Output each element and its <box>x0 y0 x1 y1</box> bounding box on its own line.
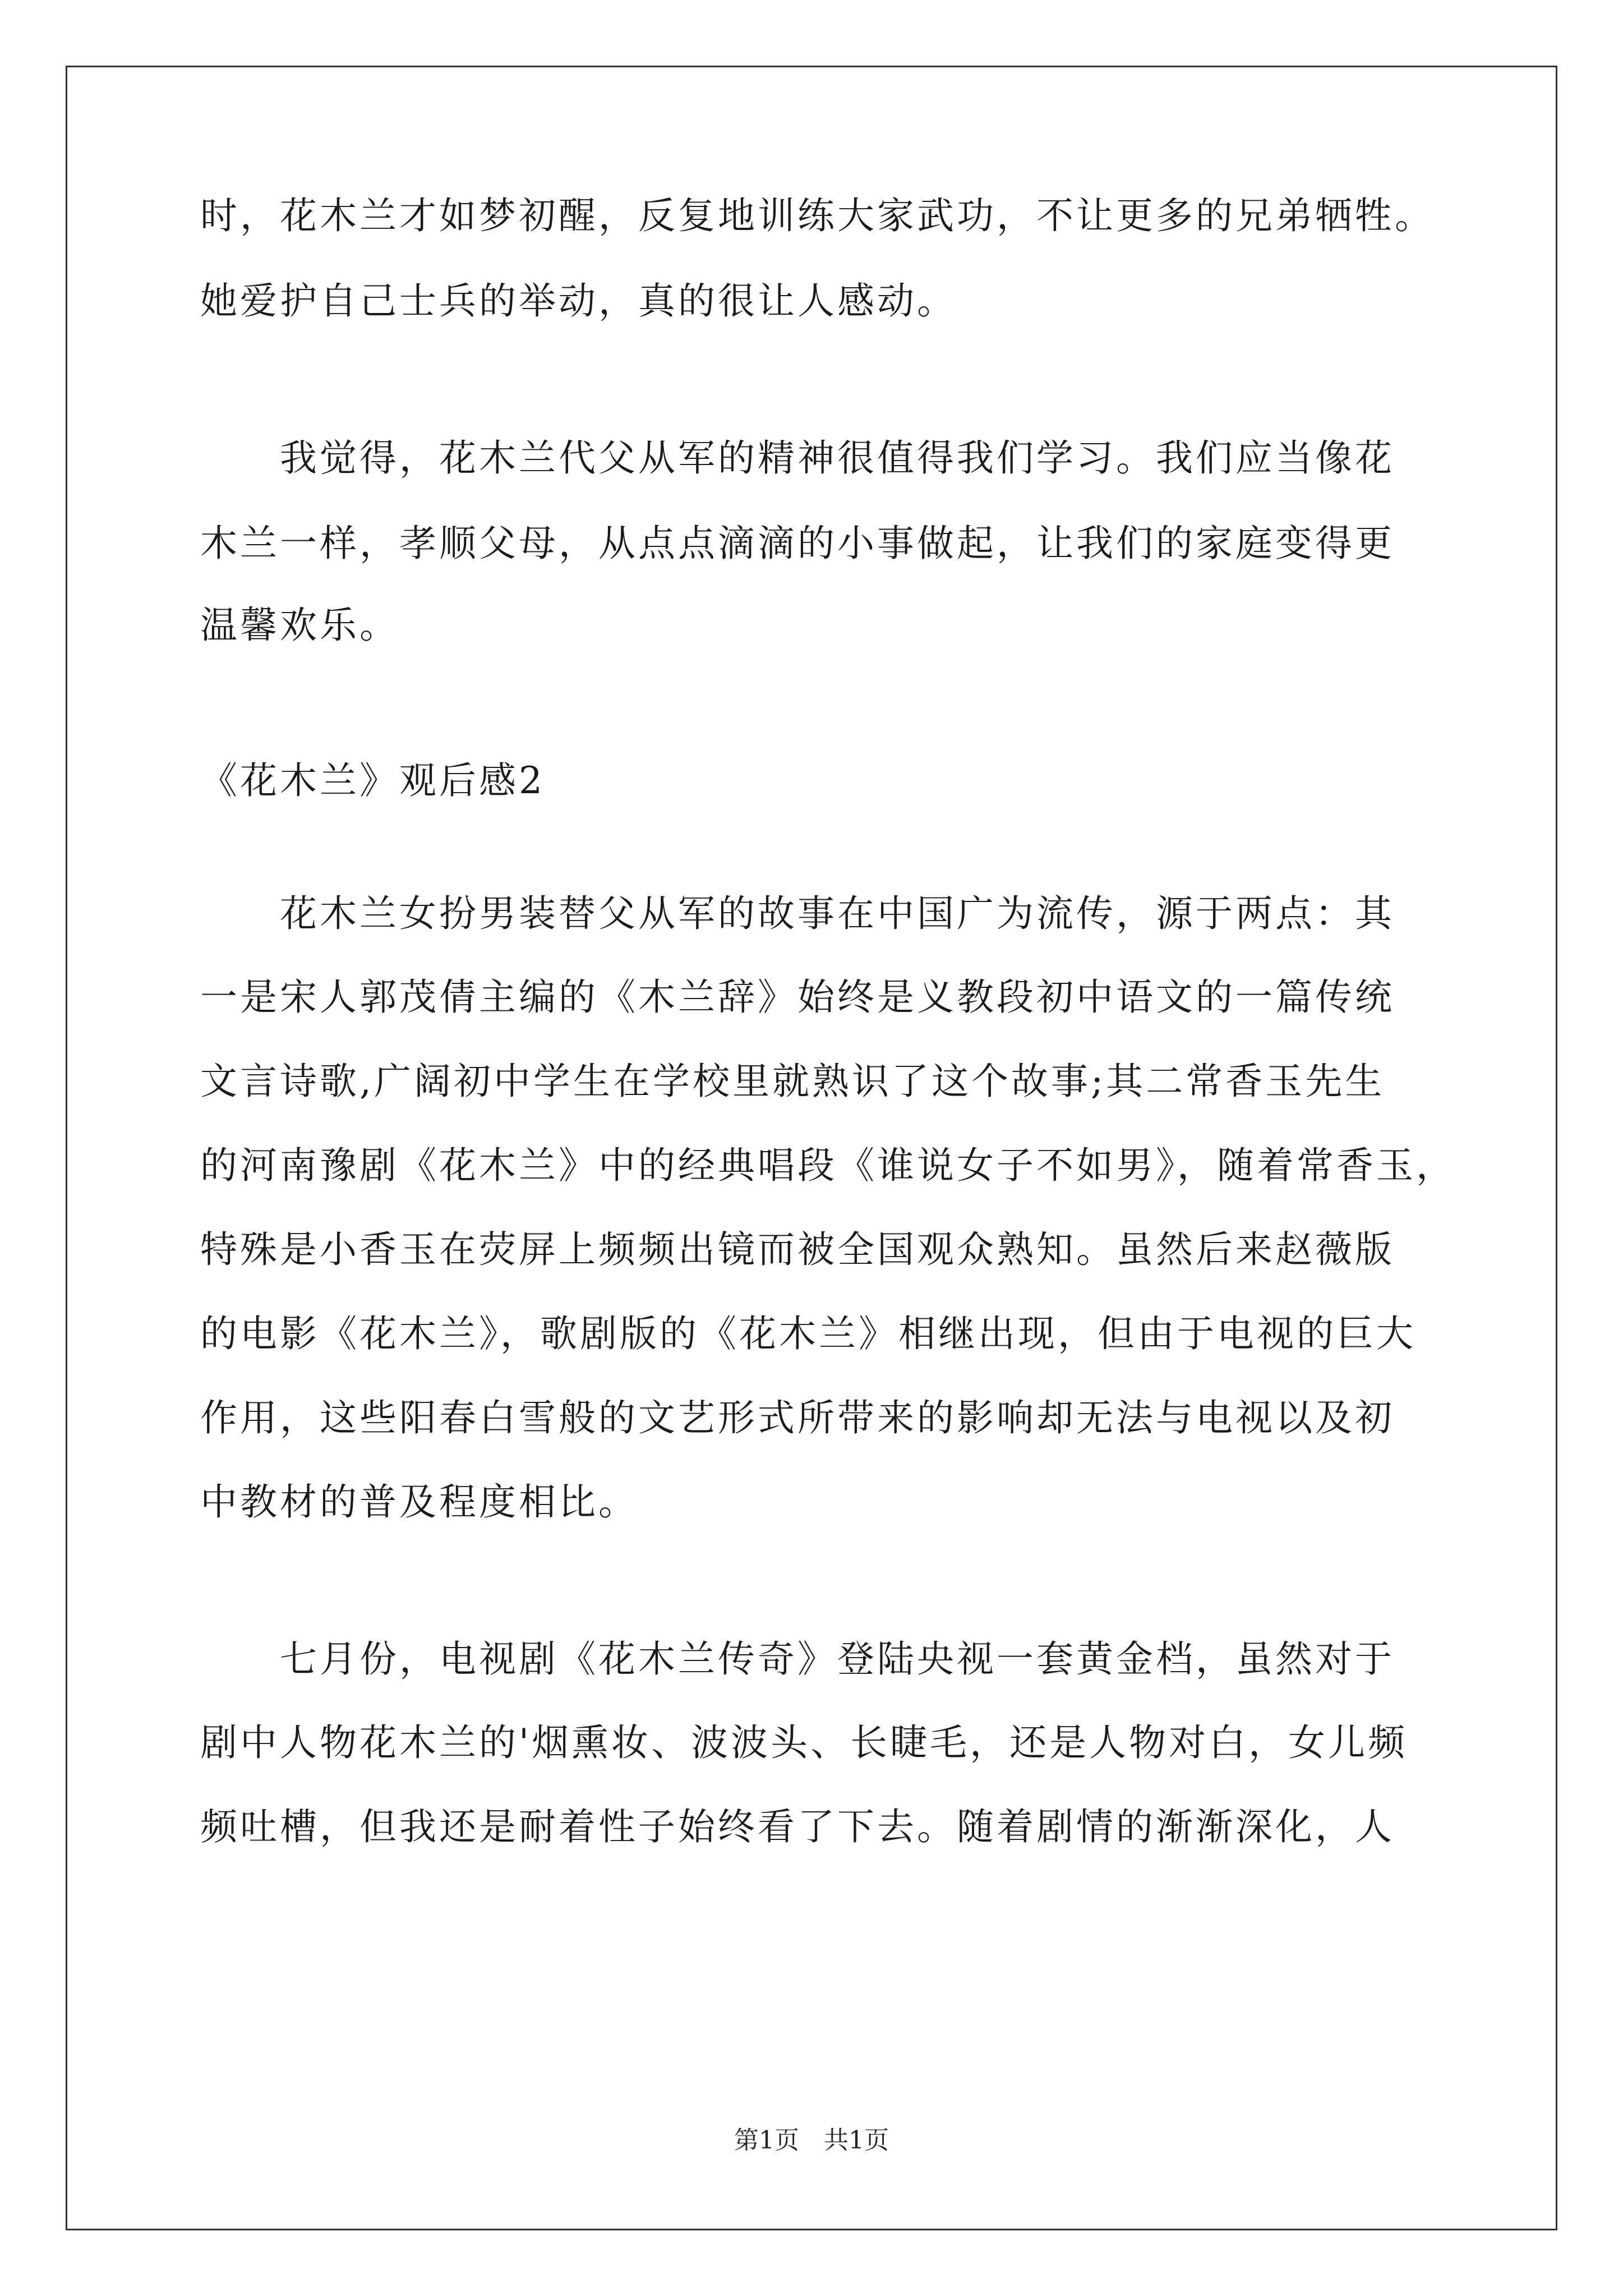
text-line: 特殊是小香玉在荧屏上频频出镜而被全国观众熟知。虽然后来赵薇版 <box>200 1228 1395 1271</box>
text-line: 文言诗歌,广阔初中学生在学校里就熟识了这个故事;其二常香玉先生 <box>200 1060 1385 1103</box>
text-line: 花木兰女扮男装替父从军的故事在中国广为流传，源于两点：其 <box>200 892 1395 935</box>
text-line: 作用，这些阳春白雪般的文艺形式所带来的影响却无法与电视以及初 <box>200 1396 1395 1439</box>
text-line: 的电影《花木兰》，歌剧版的《花木兰》相继出现，但由于电视的巨大 <box>200 1312 1416 1355</box>
text-line: 时，花木兰才如梦初醒，反复地训练大家武功，不让更多的兄弟牺牲。 <box>200 194 1435 237</box>
text-line: 她爱护自己士兵的举动，真的很让人感动。 <box>200 279 957 323</box>
text-line: 我觉得，花木兰代父从军的精神很值得我们学习。我们应当像花 <box>200 436 1395 480</box>
text-line: 一是宋人郭茂倩主编的《木兰辞》始终是义教段初中语文的一篇传统 <box>200 976 1395 1019</box>
text-line: 七月份，电视剧《花木兰传奇》登陆央视一套黄金档，虽然对于 <box>200 1637 1395 1681</box>
page-number-footer: 第1页 共1页 <box>734 2126 889 2155</box>
text-line: 温馨欢乐。 <box>200 604 399 647</box>
text-line: 频吐槽，但我还是耐着性子始终看了下去。随着剧情的渐渐深化，人 <box>200 1805 1395 1848</box>
text-line: 木兰一样，孝顺父母，从点点滴滴的小事做起，让我们的家庭变得更 <box>200 522 1395 565</box>
section-heading: 《花木兰》观后感2 <box>200 759 545 802</box>
text-line: 中教材的普及程度相比。 <box>200 1480 638 1524</box>
text-line: 剧中人物花木兰的'烟熏妆、波波头、长睫毛，还是人物对白，女儿频 <box>200 1721 1408 1764</box>
text-line: 的河南豫剧《花木兰》中的经典唱段《谁说女子不如男》，随着常香玉， <box>200 1144 1456 1187</box>
